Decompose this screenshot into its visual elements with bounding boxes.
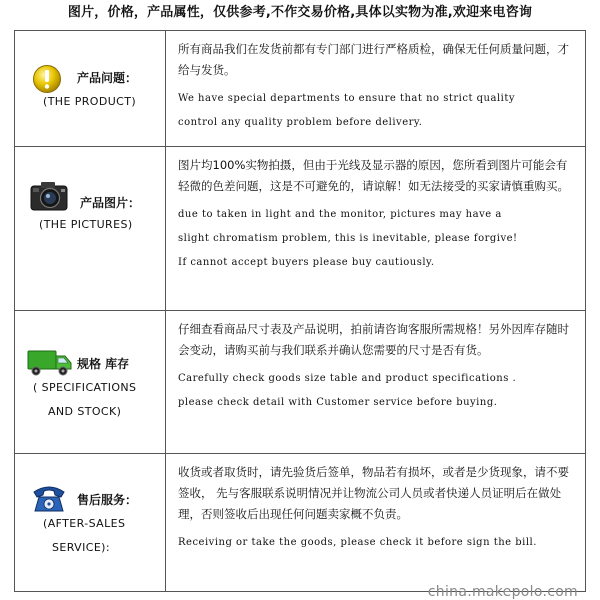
section-subtitle: (THE PICTURES) — [39, 218, 133, 231]
section-after-sales — [15, 454, 585, 591]
section-pictures — [15, 147, 585, 311]
exclamation-icon — [32, 64, 62, 94]
section-subtitle: (AFTER-SALES — [43, 517, 126, 530]
section-subtitle: SERVICE): — [52, 541, 110, 554]
camera-icon — [29, 180, 69, 212]
truck-icon — [27, 348, 73, 378]
watermark: china.makepolo.com — [427, 584, 578, 600]
section-specifications — [15, 311, 585, 454]
section-label-cell — [15, 31, 166, 146]
section-label-cell — [15, 311, 166, 453]
section-title: 产品图片： — [80, 196, 141, 210]
section-text-en-line: Receiving or take the goods, please check it before sign the bill. — [178, 537, 537, 548]
section-text-cn: 仔细查看商品尺寸表及产品说明，拍前请咨询客服所需规格！另外因库存随时会变动，请购买前与我们联系并确认您需要的尺寸是否有货。 — [178, 322, 569, 357]
page-header: 图片，价格，产品属性，仅供参考,不作交易价格,具体以实物为准,欢迎来电咨询 — [67, 5, 533, 20]
phone-icon — [31, 482, 67, 514]
section-text-en-line: due to taken in light and the monitor, pictures may have a — [178, 209, 502, 220]
section-subtitle: AND STOCK) — [48, 405, 122, 418]
section-text-en-line: please check detail with Customer service before buying. — [178, 397, 498, 408]
section-text-en-line: control any quality problem before delivery. — [178, 117, 423, 128]
section-subtitle: (THE PRODUCT) — [43, 95, 137, 108]
section-product — [15, 31, 585, 147]
section-label-cell — [15, 454, 166, 591]
section-title: 售后服务： — [77, 493, 138, 507]
section-content — [166, 31, 585, 146]
section-text-en-line: slight chromatism problem, this is inevitable, please forgive! — [178, 233, 518, 244]
section-text-en-line: If cannot accept buyers please buy cautiously. — [178, 257, 435, 268]
section-content — [166, 454, 585, 591]
section-content — [166, 147, 585, 310]
section-text-cn: 所有商品我们在发货前都有专门部门进行严格质检，确保无任何质量问题，才给与发货。 — [178, 42, 569, 77]
section-label-cell — [15, 147, 166, 310]
section-content — [166, 311, 585, 453]
info-table — [14, 30, 586, 592]
section-text-cn: 收货或者取货时，请先验货后签单，物品若有损坏，或者是少货现象，请不要签收， 先与客服联系说明情况并让物流公司人员或者快递人员证明后在做处理，否则签收后出现任何问题卖家概不负责。 — [178, 465, 569, 521]
section-text-en-line: Carefully check goods size table and product specifications . — [178, 373, 517, 384]
section-title: 产品问题： — [77, 71, 138, 85]
section-title: 规格 库存 — [77, 357, 130, 371]
section-text-en-line: We have special departments to ensure that no strict quality — [178, 93, 516, 104]
section-text-cn: 图片均100%实物拍摄，但由于光线及显示器的原因，您所看到图片可能会有轻微的色差问题，这是不可避免的，请谅解！如无法接受的买家请慎重购买。 — [178, 158, 569, 193]
section-subtitle: ( SPECIFICATIONS — [33, 381, 137, 394]
